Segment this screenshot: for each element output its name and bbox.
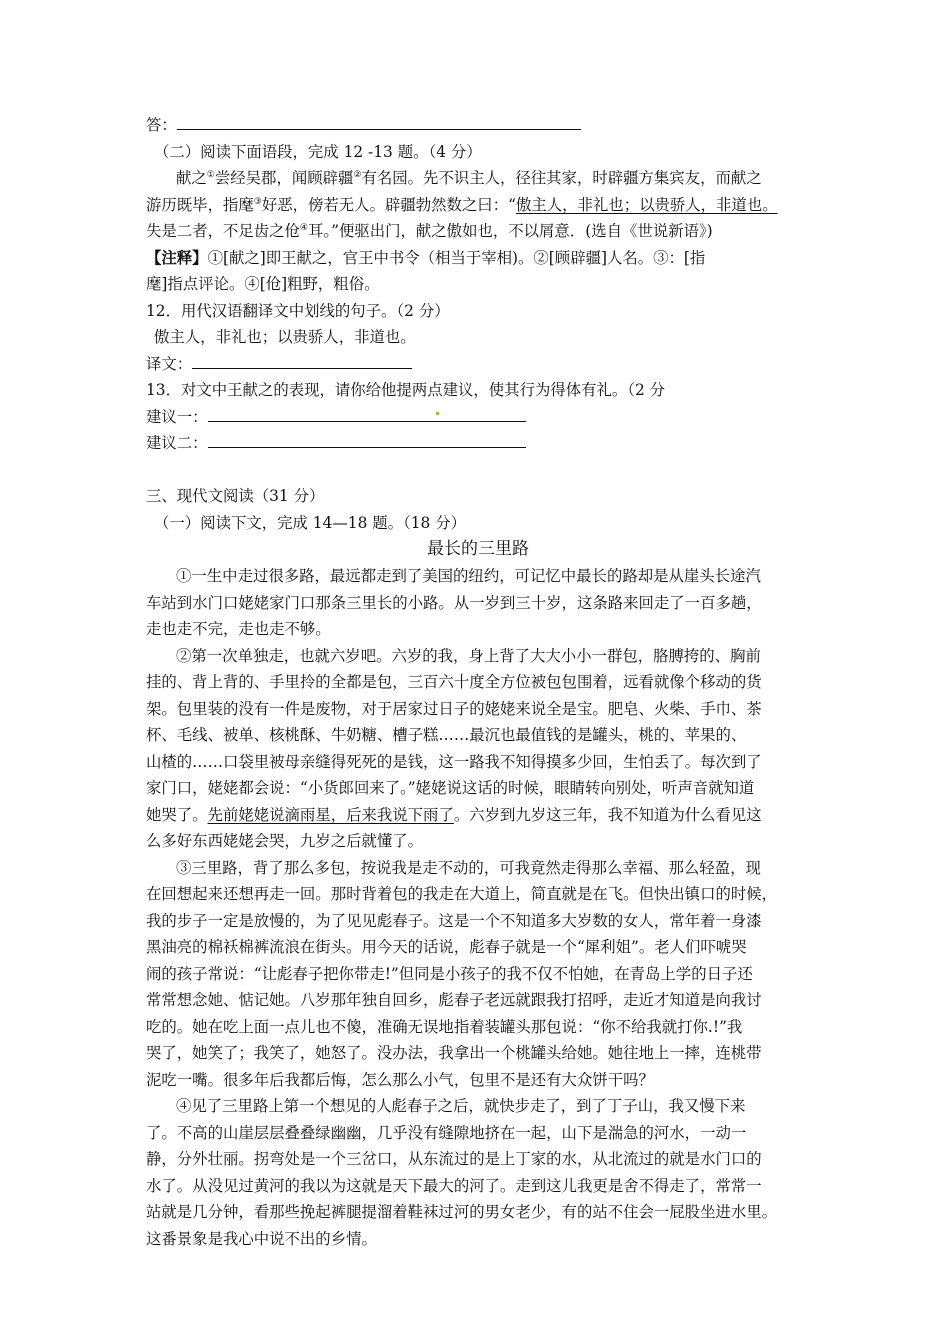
article-line: ④见了三里路上第一个想见的人彪春子之后，就快步走了，到了丁子山，我又慢下来 [176, 1097, 746, 1115]
article-line: 哭了，她笑了；我笑了，她怒了。没办法，我拿出一个桃罐头给她。她往地上一摔，连桃带 [146, 1044, 762, 1062]
passage-line: 献之①尝经吴郡，闻顾辟疆②有名园。先不识主人，径往其家，时辟疆方集宾友，而献之 [176, 169, 762, 187]
article-line: 静，分外壮丽。拐弯处是一个三岔口，从东流过的是上丁家的水，从北流过的就是水门口的 [146, 1150, 762, 1168]
article-line: 杯、毛线、被单、核桃酥、牛奶糖、槽子糕……最沉也最值钱的是罐头，桃的、苹果的、 [146, 726, 747, 744]
scan-speck [436, 412, 439, 415]
question-12: 12．用代汉语翻译文中划线的句子。（2 分） [146, 301, 450, 320]
underlined-sentence: 傲主人，非礼也；以贵骄人，非道也。 [515, 195, 778, 214]
article-line: 水了。从没见过黄河的我以为这就是天下最大的河了。走到这儿我更是舍不得走了，常常一 [146, 1176, 762, 1195]
suggestion-1-line: 建议一： [146, 404, 810, 431]
article-line: 常常想念她、惦记她。八岁那年独自回乡，彪春子老远就跟我打招呼，走近才知道是向我讨 [146, 991, 762, 1009]
section3-subheading: （一）阅读下文，完成 14—18 题。（18 分） [154, 513, 466, 532]
article-line: ②第一次单独走，也就六岁吧。六岁的我，身上背了大大小小一群包，胳膊挎的、胸前 [176, 646, 761, 665]
translation-blank[interactable] [192, 351, 412, 369]
article-title: 最长的三里路 [427, 539, 529, 559]
translation-line: 译文： [146, 351, 810, 378]
question-12-sentence: 傲主人，非礼也；以贵骄人，非道也。 [154, 328, 416, 346]
article-line: ③三里路，背了那么多包，按说我是走不动的，可我竟然走得那么幸福、那么轻盈，现 [176, 858, 761, 877]
article-line: 黑油亮的棉袄棉裤流浪在街头。用今天的话说，彪春子就是一个“犀利姐”。老人们吓唬哭 [146, 938, 747, 956]
article-line: 这番景象是我心中说不出的乡情。 [146, 1229, 377, 1248]
article-line: 家门口，姥姥都会说：“小货郎回来了。”姥姥说这话的时候，眼睛转向别处，听声音就知道 [146, 779, 755, 797]
article-line: 挂的、背上背的、手里拎的全都是包，三百六十度全方位被包包围着，远看就像个移动的货 [146, 673, 762, 691]
article-line: 她哭了。先前姥姥说滴雨星，后来我说下雨了。六岁到九岁这三年，我不知道为什么看见这 [146, 805, 762, 824]
question-13: 13．对文中王献之的表现，请你给他提两点建议，使其行为得体有礼。（2 分 [146, 381, 666, 399]
article-line: 站就是几分钟，看那些挽起裤腿提溜着鞋袜过河的男女老少，有的站不住会一屁股坐进水里。 [146, 1203, 778, 1221]
article-line: 架。包里装的没有一件是废物，对于居家过日子的姥姥来说全是宝。肥皂、火柴、手巾、茶 [146, 699, 762, 718]
passage-line: 游历既毕，指麾③好恶，傍若无人。辟疆勃然数之曰：“傲主人，非礼也；以贵骄人，非道也。 [146, 195, 778, 214]
suggestion-2-line: 建议二： [146, 430, 810, 457]
article-line: 我的步子一定是放慢的，为了见见彪春子。这是一个不知道多大岁数的女人，常年着一身漆 [146, 911, 762, 930]
answer-label: 答： [146, 116, 177, 134]
underlined-sentence: 先前姥姥说滴雨星，后来我说下雨了 [207, 805, 454, 824]
section3-heading: 三、现代文阅读（31 分） [146, 487, 325, 505]
section2-heading: （二）阅读下面语段，完成 12 -13 题。（4 分） [154, 142, 482, 161]
note-label: 【注释】 [146, 248, 208, 267]
article-line: 闹的孩子常说：“让彪春子把你带走!”但同是小孩子的我不仅不怕她，在青岛上学的日子还 [146, 964, 753, 983]
passage-line: 失是二者，不足齿之伧④耳。”便驱出门，献之傲如也，不以屑意．(选自《世说新语》) [146, 222, 713, 240]
note-line: 麾]指点评论。④[伧]粗野，粗俗。 [146, 275, 380, 293]
answer-line [146, 112, 810, 139]
article-line: 么多好东西姥姥会哭，九岁之后就懂了。 [146, 832, 424, 850]
answer-blank[interactable] [177, 112, 581, 130]
article-line: 走也走不完，走也走不够。 [146, 620, 331, 638]
article-line: 在回想起来还想再走一回。那时背着包的我走在大道上，简直就是在飞。但快出镇口的时候， [146, 885, 778, 903]
article-line: ①一生中走过很多路，最远都走到了美国的纽约，可记忆中最长的路却是从崖头长途汽 [176, 567, 761, 585]
suggestion-2-blank[interactable] [208, 430, 526, 448]
suggestion-1-blank[interactable] [208, 404, 526, 422]
exam-page [146, 112, 810, 1252]
note-line: 【注释】①[献之]即王献之，官王中书令（相当于宰相)。②[顾辟疆]人名。③：[指 [146, 248, 706, 267]
article-line: 车站到水门口姥姥家门口那条三里长的小路。从一岁到三十岁，这条路来回走了一百多趟， [146, 593, 762, 612]
article-line: 了。不高的山崖层层叠叠绿幽幽，几乎没有缝隙地挤在一起，山下是湍急的河水，一动一 [146, 1123, 747, 1142]
article-line: 吃的。她在吃上面一点儿也不傻，准确无误地指着装罐头那包说：“你不给我就打你.!”我 [146, 1017, 743, 1036]
article-line: 泥吃一嘴。很多年后我都后悔，怎么那么小气，包里不是还有大众饼干吗？ [146, 1070, 654, 1089]
article-line: 山楂的……口袋里被母亲缝得死死的是钱，这一路我不知得摸多少回，生怕丢了。每次到了 [146, 752, 762, 771]
